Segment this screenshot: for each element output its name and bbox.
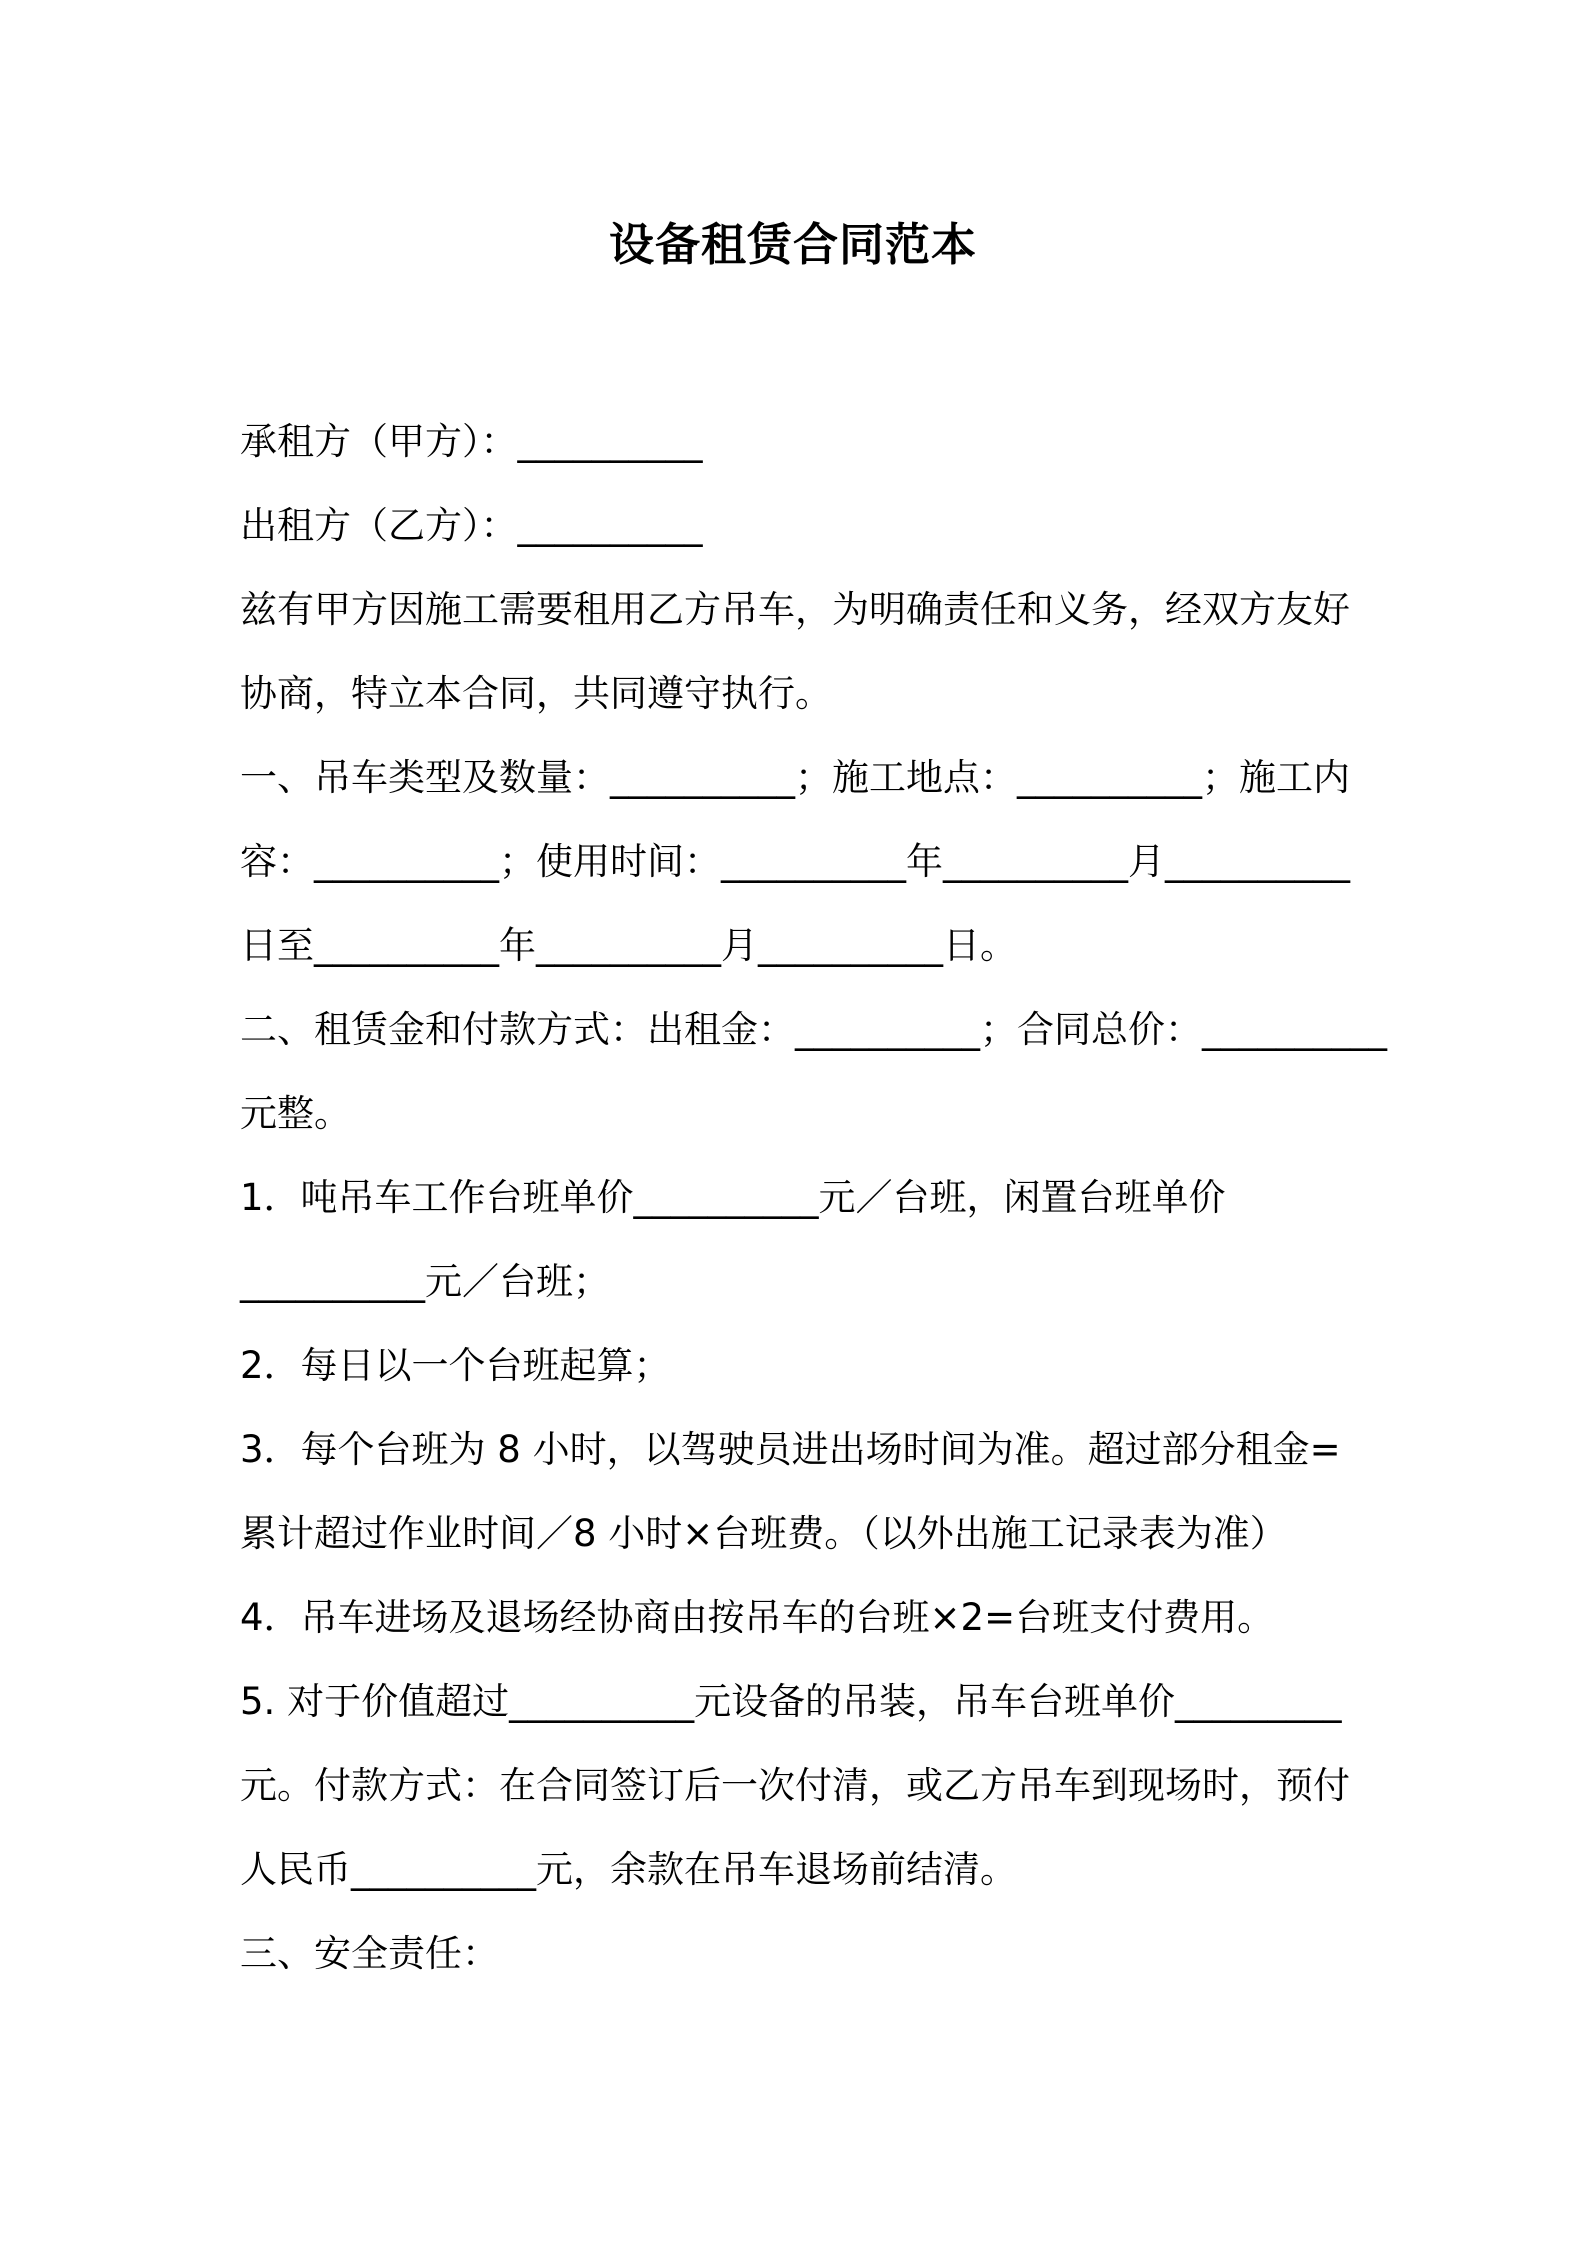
- clause-line: __________元／台班；: [240, 1260, 610, 1303]
- clause-line: 日至__________年__________月__________日。: [240, 924, 1017, 967]
- clause-line: 2．每日以一个台班起算；: [240, 1344, 671, 1387]
- clause-line: 3．每个台班为 8 小时，以驾驶员进出场时间为准。超过部分租金=: [240, 1428, 1341, 1471]
- clause-line: 1．吨吊车工作台班单价__________元／台班，闲置台班单价: [240, 1176, 1226, 1219]
- document-title: 设备租赁合同范本: [608, 218, 977, 271]
- clause-line: 一、吊车类型及数量：__________；施工地点：__________；施工内: [240, 756, 1350, 799]
- preamble-line: 兹有甲方因施工需要租用乙方吊车，为明确责任和义务，经双方友好: [240, 588, 1350, 631]
- clause-line: 二、租赁金和付款方式：出租金：__________；合同总价：__________: [240, 1008, 1387, 1051]
- document-body: [240, 400, 1387, 1996]
- clause-line: 5. 对于价值超过__________元设备的吊装，吊车台班单价_________: [240, 1680, 1342, 1723]
- clause-line: 4．吊车进场及退场经协商由按吊车的台班×2=台班支付费用。: [240, 1596, 1275, 1639]
- clause-line: 元。付款方式：在合同签订后一次付清，或乙方吊车到现场时，预付: [240, 1764, 1350, 1807]
- section-heading: 三、安全责任：: [240, 1932, 499, 1975]
- clause-line: 人民币__________元，余款在吊车退场前结清。: [240, 1848, 1017, 1891]
- clause-line: 容：__________；使用时间：__________年__________月__________: [240, 840, 1350, 883]
- preamble-line: 协商，特立本合同，共同遵守执行。: [240, 672, 832, 715]
- clause-line: 元整。: [240, 1092, 351, 1135]
- lessor-line: 出租方（乙方）：__________: [240, 504, 703, 547]
- clause-line: 累计超过作业时间／8 小时×台班费。（以外出施工记录表为准）: [240, 1512, 1287, 1555]
- lessee-line: 承租方（甲方）：__________: [240, 420, 703, 463]
